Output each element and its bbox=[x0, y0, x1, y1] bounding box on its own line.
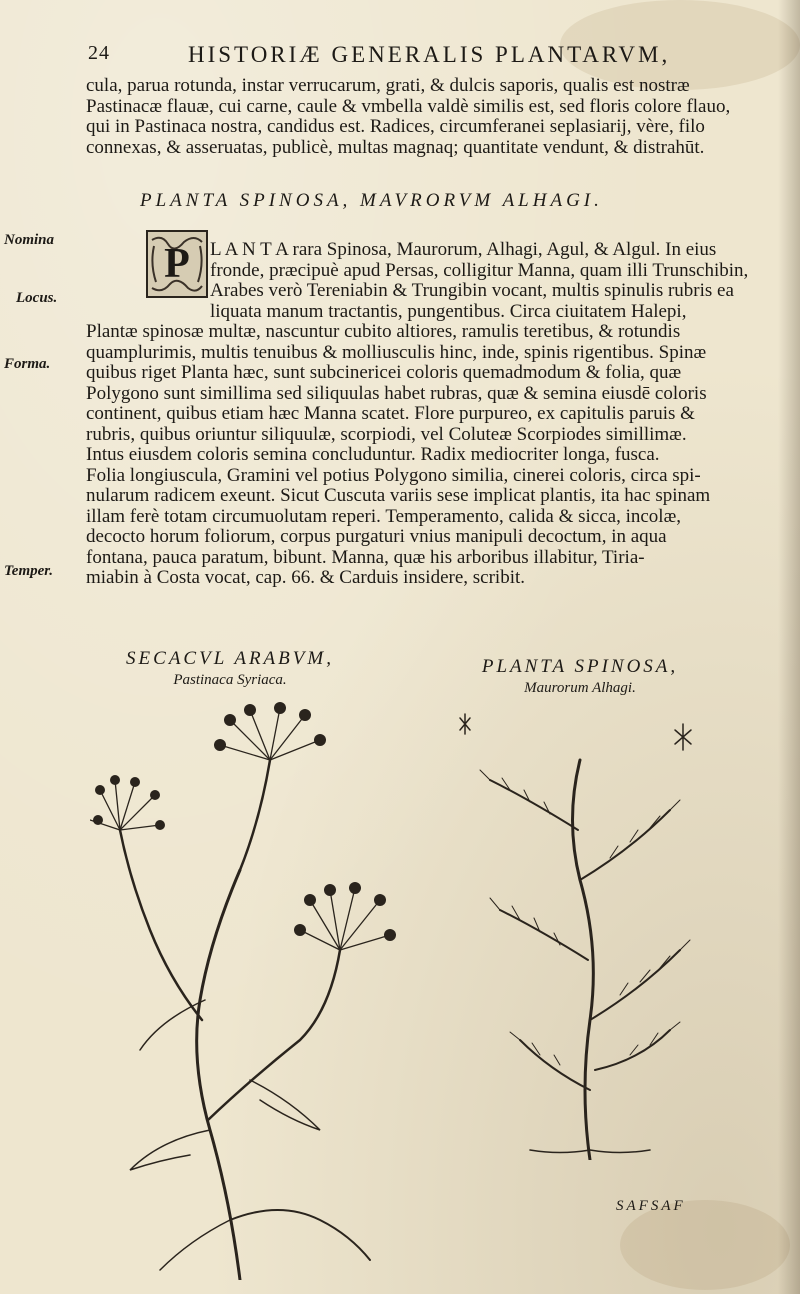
margin-note-forma: Forma. bbox=[4, 356, 51, 372]
gutter-shadow bbox=[778, 0, 800, 1294]
text-line: cula, parua rotunda, instar verrucarum, grati, & dulcis saporis, qualis est nostræ bbox=[86, 76, 690, 96]
text-line: rubris, quibus oriuntur siliquulæ, scorpiodi, vel Coluteæ Scorpiodes simillimæ. bbox=[86, 424, 687, 445]
figure-title: SECACVL ARABVM, bbox=[126, 648, 334, 669]
text-line: Pastinacæ flauæ, cui carne, caule & vmbella valdè similis est, sed floris colore flauo, bbox=[86, 96, 731, 117]
pastinaca-woodcut-illustration bbox=[90, 700, 410, 1280]
text-line: qui in Pastinaca nostra, candidus est. Radices, circumferanei seplasiarij, vère, filo bbox=[86, 117, 705, 137]
margin-note-locus: Locus. bbox=[16, 290, 58, 306]
catchword: SAFSAF bbox=[616, 1198, 686, 1214]
text-line: Plantæ spinosæ multæ, nascuntur cubito altiores, ramulis teretibus, & rotundis bbox=[86, 322, 681, 342]
margin-note-temper: Temper. bbox=[4, 563, 54, 579]
text-line: quibus riget Planta hæc, sunt subcinericei coloris quemadmodum & folia, quæ bbox=[86, 363, 682, 383]
running-title: HISTORIÆ GENERALIS PLANTARVM, bbox=[188, 42, 671, 67]
text-line: miabin à Costa vocat, cap. 66. & Carduis insidere, scribit. bbox=[86, 568, 526, 588]
text-line: illam ferè totam circumuolutam reperi. Temperamento, calida & sicca, incolæ, bbox=[86, 506, 682, 527]
decorated-initial bbox=[146, 230, 208, 298]
section-title: PLANTA SPINOSA, MAVRORVM ALHAGI. bbox=[140, 190, 603, 211]
figure-caption-left bbox=[100, 648, 360, 689]
text-line: liquata manum tractantis, pungentibus. Circa ciuitatem Halepi, bbox=[210, 301, 687, 322]
text-line: Polygono sunt simillima sed siliquulas habet rubras, quæ & semina eiusdē coloris bbox=[86, 383, 707, 404]
text-line: Arabes verò Tereniabin & Trungibin vocant, multis spinulis rubris ea bbox=[210, 281, 734, 301]
page-number: 24 bbox=[88, 42, 110, 64]
figure-title: PLANTA SPINOSA, bbox=[481, 656, 679, 677]
text-line: L A N T A rara Spinosa, Maurorum, Alhagi, Agul, & Algul. In eius bbox=[210, 240, 717, 260]
body-paragraph-indented bbox=[210, 240, 780, 322]
text-line: Intus eiusdem coloris semina concluduntur. Radix mediocriter longa, fusca. bbox=[86, 445, 660, 465]
drop-cap-letter: P bbox=[164, 241, 190, 287]
text-line: continent, quibus etiam hæc Manna scatet. Flore purpureo, ex capitulis paruis & bbox=[86, 404, 695, 424]
figure-subtitle: Maurorum Alhagi. bbox=[524, 680, 636, 696]
text-line: Folia longiuscula, Gramini vel potius Polygono similia, cinerei coloris, circa spi- bbox=[86, 465, 701, 486]
text-line: fontana, pauca paratum, bibunt. Manna, quæ his arboribus illabitur, Tiria- bbox=[86, 547, 645, 568]
text-line: quamplurimis, multis tenuibus & molliusculis hinc, inde, spinis rigentibus. Spinæ bbox=[86, 342, 707, 363]
text-line: fronde, præcipuè apud Persas, colligitur Manna, quam illi Trunschibin, bbox=[210, 260, 749, 281]
margin-note-nomina: Nomina bbox=[4, 232, 55, 248]
intro-paragraph bbox=[86, 76, 778, 158]
text-line: decocto horum foliorum, corpus purgaturi vnius manipuli decoctum, in aqua bbox=[86, 527, 667, 547]
text-line: nularum radicem exeunt. Sicut Cuscuta variis sese implicat plantis, ita hac spinam bbox=[86, 486, 711, 506]
figure-subtitle: Pastinaca Syriaca. bbox=[173, 672, 287, 688]
figure-caption-right bbox=[450, 656, 710, 697]
body-paragraph bbox=[86, 322, 778, 589]
text-line: connexas, & asseruatas, publicè, multas magnaq; quantitate vendunt, & distrahūt. bbox=[86, 137, 705, 158]
page-header bbox=[88, 42, 768, 72]
alhagi-woodcut-illustration bbox=[440, 710, 730, 1160]
